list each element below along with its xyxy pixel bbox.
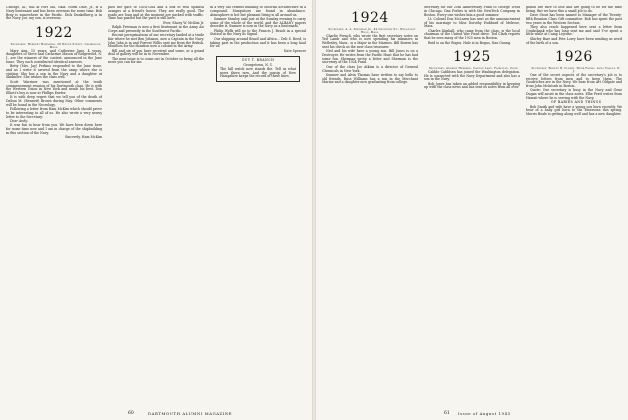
column-paragraph: Betty (Mrs. Jay) Perkins responded to the June issue, and as I write it arrived from the camp where she is visiting. She has a son in the Navy and a daughter at Skidmore. She wishes the class well.	[6, 64, 102, 80]
class-year-heading: 1922	[35, 25, 73, 41]
class-secretary: Secretary, A. A. Sherman Jr., 42 Glenview St., Wellesley Hills, Mass.	[328, 28, 416, 34]
class-secretary: Secretary, Andrew Hebbard, Candle Lane, Fairfield, Conn.	[428, 67, 520, 71]
column-paragraph: Bob Jones has taken an added responsibility in keeping up with the class news and has sent us notes from all over.	[424, 81, 520, 90]
letter-salutation: Dear Andy:	[10, 119, 29, 124]
column-paragraph: They also reach happened here sent a letter from Cruikshank who has long sent me and said 'I've spent a little while at Camp Lejeune.'	[526, 24, 622, 37]
column-paragraph: One of the secret aspects of the secretary's job is to receive letters from men and to keep them. The Goodriches are in the Navy. We hear from Art Oldgate and from John McIntosh in Boston.	[526, 72, 622, 89]
column-paragraph: The next issue is to come out in October so bring all the news you can for me.	[108, 56, 204, 65]
column-text: past the gate of Coca-Cola and a box of real Spanish oranges at a friend's house. They are really good. The roads are long and at the moment are packed with traffic. Time has passed but the yard is still here.	[108, 6, 204, 21]
left-column-3	[210, 6, 306, 85]
class-year-heading: 1924	[351, 10, 389, 26]
column-paragraph: Lt. Colonel Don McLaren has sent us the announcement of his marriage to Miss Dorothy Hubbard of Melrose, Mass.	[424, 16, 520, 29]
column-paragraph: Scott Warriner was mentioned at the tenth commencement reunion of his Dartmouth class. He is with the Western Union in New York and sends his best. Don Elliott's boy is now at Phillips Exeter.	[6, 79, 102, 96]
class-secretary: Secretary, Herbert Hammond, 28 Wayne Street, Cambridge, Mass.	[10, 43, 102, 49]
left-column-1	[6, 6, 102, 141]
class-year-heading: 1926	[555, 49, 593, 66]
column-paragraph: One of the class Joe Atkins is a director of General Chemicals in New York.	[322, 64, 418, 73]
column-paragraph: Dave Stout has been named to Manager of the Twenty-fifth Reunion Class Gift committee. Bob has spent the past two years in the Western Section.	[526, 13, 622, 25]
right-column-3	[526, 6, 622, 118]
column-paragraph: Bob Smith and wife have a young son born recently. We hear of a baby girl born to the Emersons this spring. Morris Beale is getting along well and has a new daughter.	[526, 104, 622, 117]
column-paragraph: Our shipping around Brazil and Africa... Deb S. Reed, is taking part in the production and it has been a long haul for us.	[210, 36, 306, 49]
column-text: gation are sure to lose and are going to be for the time being. But we have this a small job to do.	[526, 6, 622, 13]
page-number: 60	[128, 411, 134, 416]
column-paragraph: Reid is on the Bogus. Hale is in Bogus, Nan Gaung.	[428, 40, 511, 45]
column-text: Chicago, Ill.; Bill at Fort Sill, Okla. Norm Dale, Jr., is a Navy lieutenant and has been overseas for some time. Bob Bray is somewhere in the Pacific. Dick Dunkelberg is in the Navy. Joe, my son, is overseas.	[6, 6, 102, 21]
right-page	[316, 0, 628, 420]
column-paragraph: Quote: Our secretary is busy in the Navy and Gene Dugan will assist in the class notes. Ellie Pratt writes from Hawaii where he is serving with the Navy.	[526, 88, 622, 100]
column-paragraph: Shirley Barr and Pete Lorry have been sending us word of the birth of a son.	[526, 36, 622, 45]
column-paragraph: Bill and six of you have received and some, or a grand deal of gallery will be in to November.	[108, 48, 204, 57]
column-paragraph: Ralph Freeman is now a first lieutenant in the Army Air Corps and presently in the Southwest Pacific.	[108, 24, 204, 33]
column-paragraph: Sumner and Alvin Thomas have written to say hello to old friends. Russ Williams has a son in the Merchant Marine and a daughter now graduating from college.	[322, 72, 418, 85]
column-paragraph: Cabble Cabblsen has joined the Washington delegation. He is connected with the Navy Department and also has a son in the Navy.	[424, 69, 520, 82]
column-paragraph: Charlie French, who wrote the first secretary notes on Ted Lamb and who is now spending his summers in Wellesley, Mass., is a Major in the Marines. Bill Bowen has sent his check as the new class treasurer.	[322, 33, 418, 49]
section-subhead: OF BABIES AND THINGS	[550, 100, 602, 105]
class-year-heading: 1925	[453, 49, 491, 66]
column-signature: Nate Spencer	[283, 48, 306, 53]
column-paragraph: Charles Kimball, who came from the class, is the local chairman of the United War Fund drive. Ted Clark reports that he sees many of the 1925 men in Boston.	[424, 28, 520, 41]
letter-signature: Ever, Shuey W. McKim Jr.	[163, 20, 204, 25]
column-paragraph: Ned and his wife have a young son. Bill Jones is on a Destroyer. He writes from the Pacific Hunt that he has had some fun. Sherman wrote a letter and Sherman is the secretary of the 1924 Fund.	[322, 49, 418, 65]
right-column-1	[322, 6, 418, 86]
right-column-2	[424, 6, 520, 91]
left-page	[0, 0, 312, 420]
boxed-notice	[216, 56, 300, 82]
letter-signature: Sincerely, Ham McKim	[65, 135, 102, 140]
page-footer-title: Issue of August 1943	[458, 411, 511, 416]
column-text: secretary for our 25th Anniversary Fund to George Treat in Chicago. Dan Forbes is with the NewTech Company in Boston. Every one wishes him a good summer.	[424, 6, 520, 17]
boxed-notice-line: The hill watch now stands the. Tell us what news there now. And the gossip of New Hampshire keeps the record of these lines.	[220, 66, 296, 79]
page-number: 61	[444, 411, 450, 416]
class-secretary: Secretary, Robert R. Cleary, Webb Farms, Long Valley, N. J.	[531, 67, 621, 74]
boxed-notice-title: GUY T. BRANCH	[241, 58, 275, 63]
column-paragraph: Following a letter from Ham McKim which should prove to be interesting to all of us. He also wrote a very newsy letter to the Secretary:	[6, 107, 102, 119]
column-paragraph: It is with deep regret that we tell you of the death of Dalton M. (Bennett) Brown during May. Other comments will be found in the Necrology.	[6, 95, 102, 107]
column-paragraph: Sumner Stanley said just at the Sunday evening to carry some of the whole of the world, and the ALBANY papers describe it, Sumner is now in the Navy as a lieutenant.	[210, 16, 306, 29]
letter-body: It was fun to hear from you. We have been down here for some time now and I am in charge of the shipbuilding in this section of the Navy.	[6, 123, 102, 135]
column-text: in a very old cement building of Moorish architecture in a compound. Mosquitoes are found in abundance. Atmosphere is hot but pleasant living is all around us.	[210, 6, 306, 17]
left-column-2	[108, 6, 204, 66]
column-paragraph: Philip Wells will go to the Francis J. Beach in a special Station in the Navy as Signal.	[210, 28, 306, 37]
column-paragraph: Mary Ann, 15 years, and Catherine Jane, 4 years, daughters of Steve and Catherine Mason of Ridgewood, N. J., are the winners of the contest, announced in the June issue. They each contributed identical answers.	[6, 48, 102, 64]
column-paragraph: Recent peregrinations of our secretary landed at a trade fair where he met Ben Johnson, now a Captain in the Navy. John Jahn is in and Forrest Willis sent me from the British. Monitors for the duration now a colonel in the Army.	[108, 33, 204, 49]
boxed-notice-line: Georgetown, N. Y.	[243, 63, 273, 68]
page-footer-title: DARTMOUTH ALUMNI MAGAZINE	[148, 411, 233, 416]
